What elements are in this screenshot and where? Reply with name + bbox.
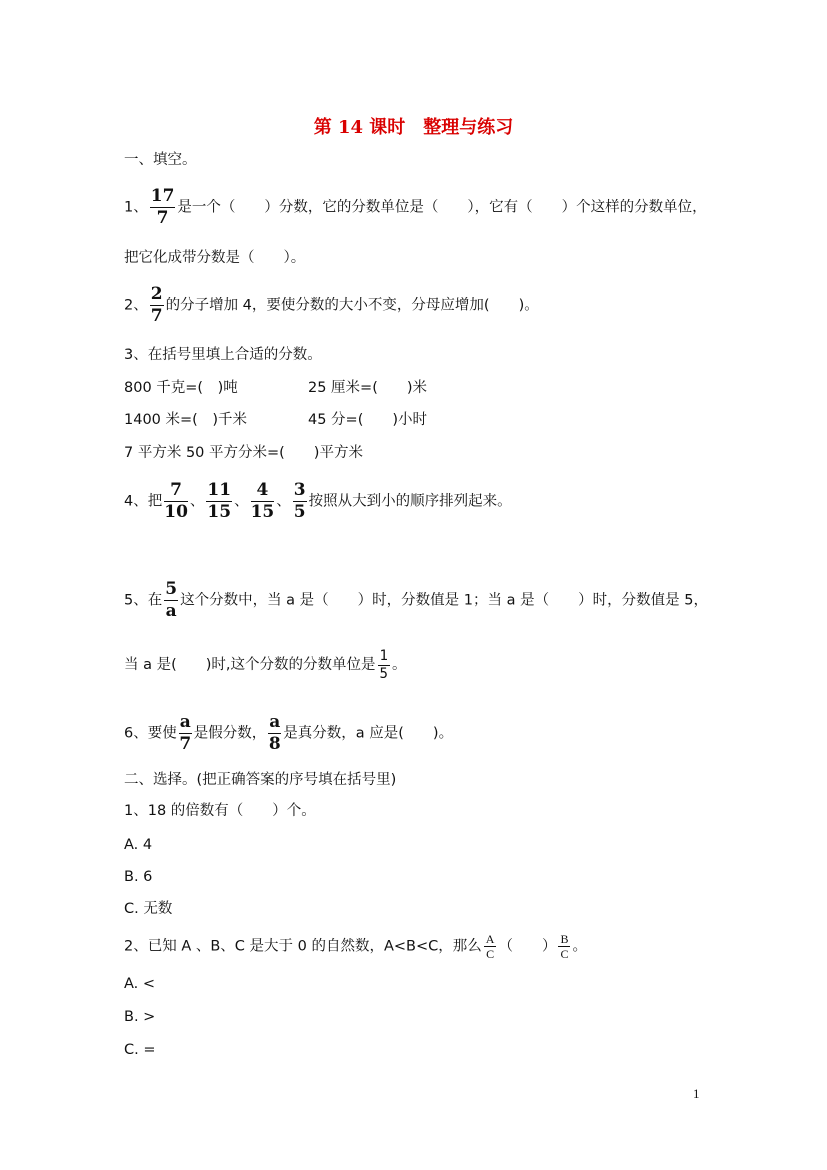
c2-blank: （ ） (498, 938, 557, 955)
q3-row2-b: 45 分=( )小时 (308, 412, 428, 428)
fraction-a-7: $\frac{a}{7}$ (179, 712, 192, 754)
c2-option-c: C. = (124, 1042, 156, 1058)
c1-option-a: A. 4 (124, 837, 153, 853)
question-5-line2 (124, 648, 406, 682)
q5-prefix: 5、在 (124, 592, 163, 609)
q3-row1-a: 800 千克=( )吨 (124, 380, 238, 396)
question-1-line2: 把它化成带分数是（ ）。 (124, 250, 306, 266)
q1-text: 是一个（ ）分数，它的分数单位是（ ），它有（ ）个这样的分数单位， (177, 199, 707, 216)
fraction-7-10: $\frac{7}{10}$ (164, 480, 188, 522)
section-fill-blank: 一、填空。 (124, 152, 197, 168)
c2-option-a: A. < (124, 976, 156, 992)
q4-prefix: 4、把 (124, 493, 163, 510)
q3-row1-b: 25 厘米=( )米 (308, 380, 428, 396)
q4-text: 按照从大到小的顺序排列起来。 (308, 493, 512, 510)
c2-end: 。 (572, 938, 587, 955)
q2-prefix: 2、 (124, 297, 148, 314)
q5-line2b: 。 (391, 657, 407, 673)
q6-text: 是真分数，a 应是( )。 (283, 725, 454, 742)
choice-question-1: 1、18 的倍数有（ ）个。 (124, 803, 316, 819)
q4-sep: 、 (276, 493, 291, 510)
q2-text: 的分子增加 4，要使分数的大小不变，分母应增加( )。 (165, 297, 539, 314)
fraction-3-5: $\frac{3}{5}$ (293, 480, 306, 522)
q5-line2a: 当 a 是( )时,这个分数的分数单位是 (124, 657, 376, 673)
q4-sep: 、 (234, 493, 249, 510)
question-3: 3、在括号里填上合适的分数。 (124, 347, 322, 363)
c2-text: 2、已知 A 、B、C 是大于 0 的自然数，A<B<C，那么 (124, 938, 482, 955)
section-choice: 二、选择。(把正确答案的序号填在括号里) (124, 772, 397, 788)
choice-question-2 (124, 932, 587, 961)
fraction-17-7: $\frac{17}{7}$ (150, 186, 175, 228)
question-2 (124, 285, 539, 326)
fraction-11-15: $\frac{11}{15}$ (207, 480, 232, 522)
c1-option-b: B. 6 (124, 869, 153, 885)
page-title: 第 14 课时 整理与练习 (313, 117, 514, 138)
c1-option-c: C. 无数 (124, 901, 173, 917)
q6-mid: 是假分数， (193, 725, 267, 742)
fraction-b-c: $\frac{B}{C}$ (560, 932, 569, 961)
q1-prefix: 1、 (124, 199, 148, 216)
c2-option-b: B. > (124, 1009, 156, 1025)
q6-prefix: 6、要使 (124, 725, 177, 742)
fraction-4-15: $\frac{4}{15}$ (250, 480, 275, 522)
q3-row3: 7 平方米 50 平方分米=( )平方米 (124, 445, 363, 461)
fraction-5-a: $\frac{5}{a}$ (165, 579, 178, 621)
fraction-a-8: $\frac{a}{8}$ (268, 712, 281, 754)
fraction-2-7: $\frac{2}{7}$ (150, 284, 163, 326)
question-5 (124, 580, 708, 621)
fraction-a-c: $\frac{A}{C}$ (485, 932, 495, 961)
q3-row2-a: 1400 米=( )千米 (124, 412, 247, 428)
q5-text: 这个分数中，当 a 是（ ）时，分数值是 1；当 a 是（ ）时，分数值是 5， (180, 592, 708, 609)
question-1 (124, 187, 707, 228)
question-6 (124, 713, 453, 754)
page-number: 1 (693, 1086, 700, 1101)
question-4 (124, 481, 512, 522)
fraction-1-5: $\frac{1}{5}$ (379, 648, 388, 682)
q4-sep: 、 (189, 493, 205, 510)
